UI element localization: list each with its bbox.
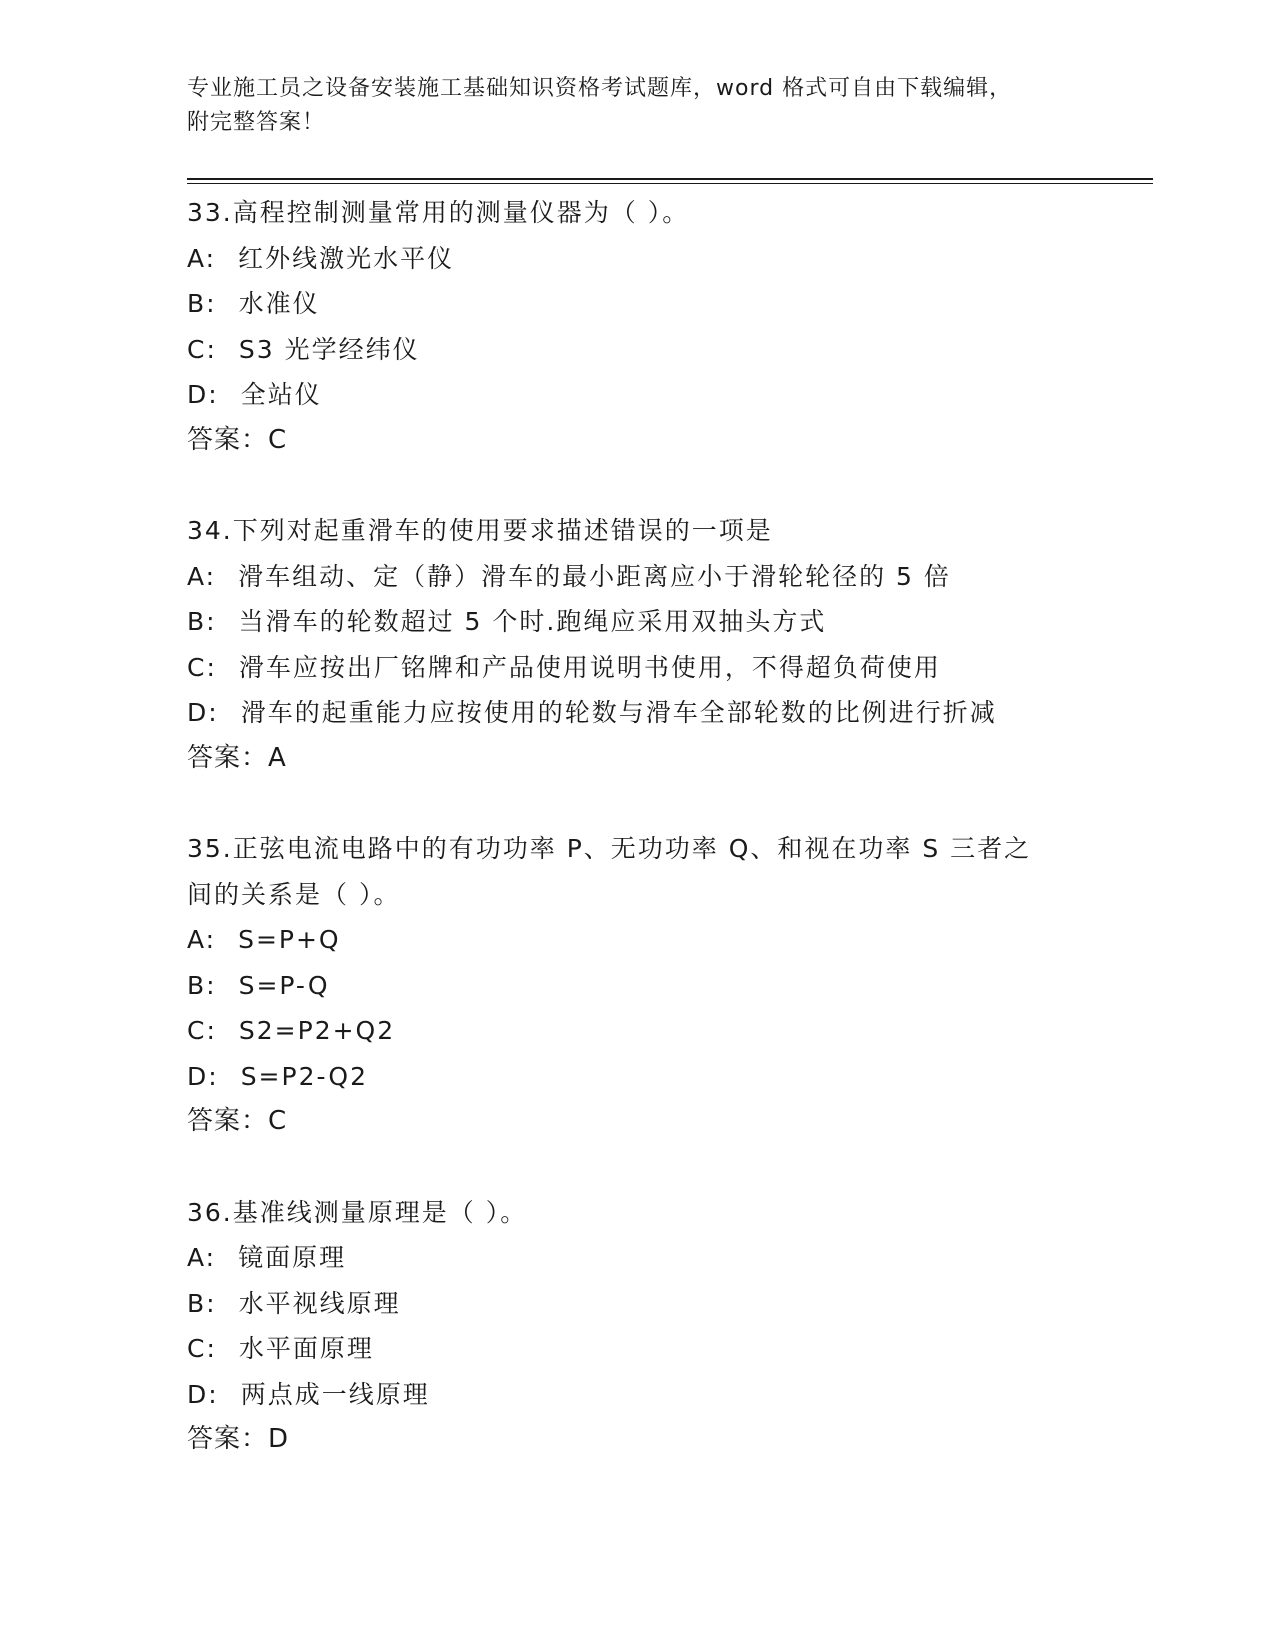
- option-text: 水平视线原理: [238, 1288, 401, 1318]
- option-a: [187, 917, 1147, 963]
- option-letter: A:: [187, 243, 217, 273]
- option-letter: A:: [187, 1243, 217, 1272]
- option-letter: C:: [187, 652, 217, 682]
- question-text: 高程控制测量常用的测量仪器为（ ）。: [232, 198, 690, 227]
- option-text: S2=P2+Q2: [238, 1016, 396, 1045]
- option-text: 两点成一线原理: [240, 1379, 430, 1409]
- option-letter: D:: [187, 1061, 219, 1091]
- option-b: [187, 1281, 1147, 1327]
- question-33: [187, 190, 1147, 463]
- option-text: 红外线激光水平仪: [238, 243, 455, 273]
- answer-value: C: [268, 424, 288, 455]
- option-letter: D:: [187, 380, 219, 409]
- question-stem: [187, 190, 1147, 236]
- answer-value: D: [268, 1424, 290, 1454]
- option-text: S=P2-Q2: [240, 1061, 369, 1091]
- option-text: 滑车的起重能力应按使用的轮数与滑车全部轮数的比例进行折减: [240, 698, 997, 727]
- option-c: [187, 1008, 1147, 1054]
- option-d: [187, 1372, 1147, 1418]
- header-divider: [187, 178, 1153, 184]
- question-text: 正弦电流电路中的有功功率 P、无功功率 Q、和视在功率 S 三者之: [232, 834, 1032, 863]
- option-c: [187, 327, 1147, 373]
- document-header: [187, 72, 1087, 140]
- answer-line: [187, 1417, 1147, 1463]
- question-number: 33.: [187, 198, 233, 227]
- answer-label: 答案：: [187, 742, 269, 773]
- question-number: 36.: [187, 1197, 233, 1227]
- option-letter: D:: [187, 698, 219, 727]
- option-d: [187, 372, 1147, 418]
- option-text: 镜面原理: [238, 1243, 347, 1272]
- answer-label: 答案：: [187, 424, 269, 455]
- answer-label: 答案：: [187, 1106, 269, 1136]
- answer-value: C: [268, 1106, 288, 1136]
- option-letter: D:: [187, 1379, 219, 1409]
- option-text: 滑车组动、定（静）滑车的最小距离应小于滑轮轮径的 5 倍: [238, 561, 951, 591]
- option-b: [187, 281, 1147, 327]
- answer-line: [187, 418, 1147, 464]
- option-text: S3 光学经纬仪: [238, 334, 420, 364]
- answer-value: A: [268, 742, 287, 773]
- answer-line: [187, 1099, 1147, 1145]
- option-letter: B:: [187, 607, 217, 636]
- answer-label: 答案：: [187, 1424, 269, 1454]
- question-stem: [187, 826, 1147, 872]
- option-text: 水平面原理: [238, 1334, 374, 1363]
- option-letter: B:: [187, 970, 217, 1000]
- option-text: 全站仪: [240, 380, 322, 409]
- option-letter: B:: [187, 1288, 217, 1318]
- option-d: [187, 1054, 1147, 1100]
- option-letter: A:: [187, 561, 217, 591]
- option-letter: C:: [187, 1334, 217, 1363]
- question-list: [187, 190, 1147, 1508]
- option-text: 水准仪: [238, 289, 320, 318]
- question-text: 基准线测量原理是（ ）。: [232, 1197, 528, 1227]
- question-34: [187, 508, 1147, 781]
- question-stem-continued: 间的关系是（ ）。: [187, 879, 401, 909]
- option-c: [187, 645, 1147, 691]
- option-c: [187, 1326, 1147, 1372]
- option-b: [187, 963, 1147, 1009]
- question-35: [187, 826, 1147, 1145]
- option-letter: C:: [187, 1016, 217, 1045]
- header-line-2: 附完整答案！: [187, 110, 326, 135]
- question-stem: [187, 1190, 1147, 1236]
- option-text: 当滑车的轮数超过 5 个时.跑绳应采用双抽头方式: [238, 607, 827, 636]
- option-a: [187, 554, 1147, 600]
- header-line-1: 专业施工员之设备安装施工基础知识资格考试题库，word 格式可自由下载编辑，: [187, 76, 1013, 101]
- question-36: [187, 1190, 1147, 1463]
- option-d: [187, 690, 1147, 736]
- option-a: [187, 1235, 1147, 1281]
- question-number: 35.: [187, 834, 233, 863]
- question-number: 34.: [187, 516, 233, 545]
- option-text: S=P+Q: [238, 925, 341, 954]
- option-a: [187, 236, 1147, 282]
- answer-line: [187, 736, 1147, 782]
- option-b: [187, 599, 1147, 645]
- question-stem: [187, 508, 1147, 554]
- option-text: S=P-Q: [238, 970, 330, 1000]
- option-letter: A:: [187, 925, 217, 954]
- option-letter: C:: [187, 334, 217, 364]
- option-text: 滑车应按出厂铭牌和产品使用说明书使用，不得超负荷使用: [238, 652, 941, 682]
- option-letter: B:: [187, 289, 217, 318]
- question-text: 下列对起重滑车的使用要求描述错误的一项是: [232, 516, 773, 545]
